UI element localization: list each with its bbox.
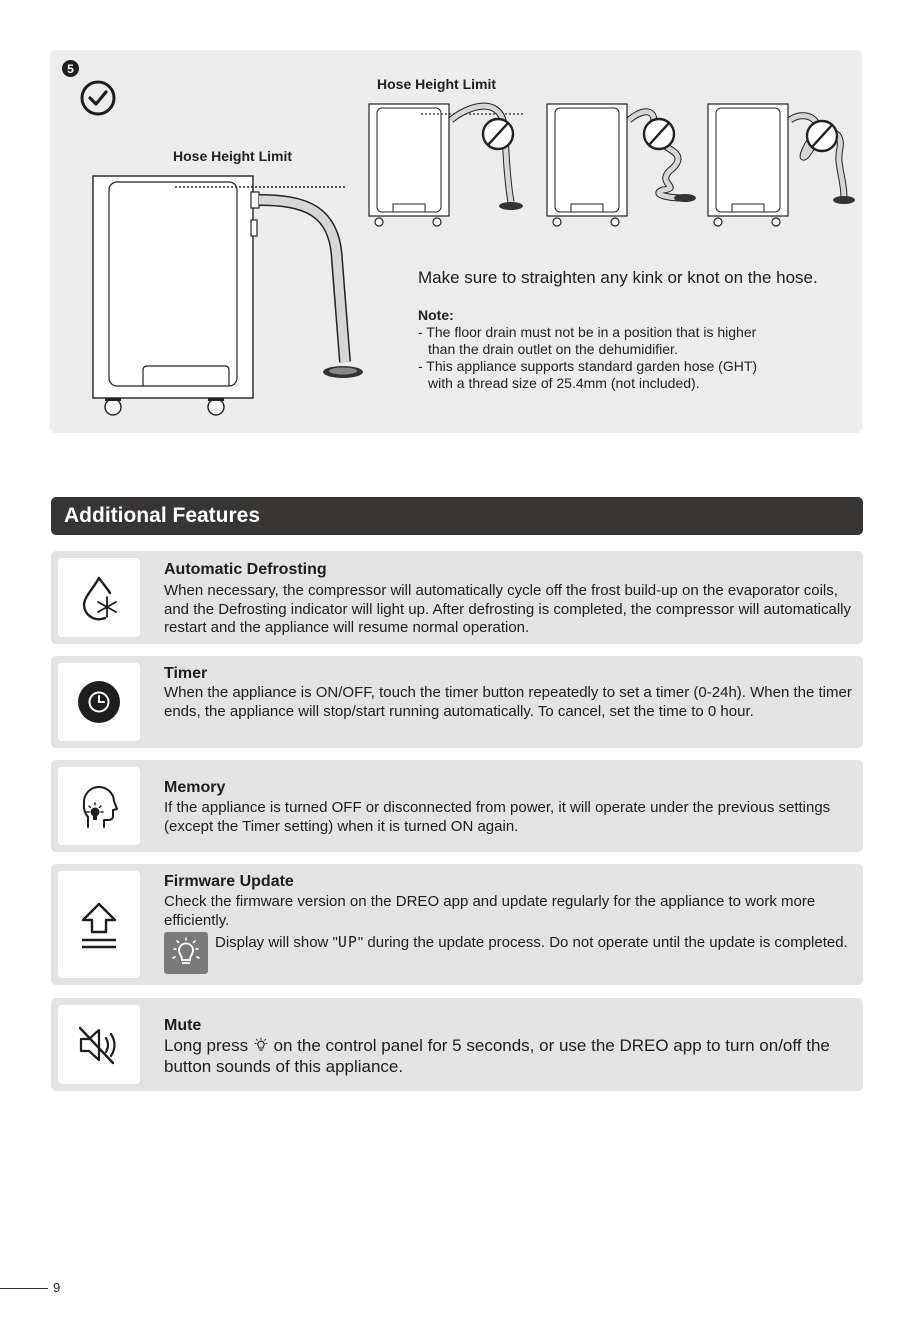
- feature-body: If the appliance is turned OFF or disconnected from power, it will operate under the previous settings (except the Timer setting) when it is turned ON again.: [164, 799, 831, 835]
- feature-memory: [51, 760, 863, 852]
- feature-body: When necessary, the compressor will automatically cycle off the frost build-up on the evaporator coils, and the Defrosting indicator will light up. After defrosting is completed, the compressor will automatically restart and the appliance will resume normal operation.: [164, 582, 851, 636]
- section-header: Additional Features: [51, 497, 863, 535]
- check-circle-icon: [79, 79, 117, 122]
- feature-title: Timer: [164, 665, 208, 682]
- incorrect-hose-too-high-illustration: [365, 98, 535, 235]
- droplet-snowflake-icon: [58, 558, 140, 637]
- feature-title: Automatic Defrosting: [164, 561, 327, 578]
- incorrect-hose-knotted-illustration: [704, 98, 860, 235]
- light-icon: [253, 1037, 269, 1058]
- upload-arrow-icon: [58, 871, 140, 978]
- correct-hose-illustration: [85, 170, 375, 425]
- page-number: 9: [53, 1280, 61, 1295]
- update-display-code: UP: [337, 933, 358, 951]
- note-line: - The floor drain must not be in a position that is higher: [418, 324, 757, 340]
- note-block: [418, 307, 757, 392]
- hose-height-limit-label: Hose Height Limit: [173, 148, 293, 164]
- firmware-tip-text: [215, 933, 855, 952]
- hose-height-limit-label-top: Hose Height Limit: [377, 76, 497, 92]
- feature-timer: [51, 656, 863, 748]
- feature-body: [164, 1037, 854, 1076]
- tip-suffix: " during the update process. Do not operate until the update is completed.: [357, 934, 848, 951]
- step-number-badge: 5: [62, 60, 79, 77]
- page-number-rule: [0, 1288, 48, 1289]
- lightbulb-tip-icon: [164, 932, 208, 974]
- clock-icon: [58, 663, 140, 741]
- mute-body-suffix: on the control panel for 5 seconds, or use the DREO app to turn on/off the button sounds of this appliance.: [164, 1036, 830, 1076]
- feature-mute: [51, 998, 863, 1091]
- head-lightbulb-icon: [58, 767, 140, 845]
- note-line: - This appliance supports standard garden hose (GHT): [418, 358, 758, 374]
- incorrect-hose-kinked-illustration: [543, 98, 703, 235]
- feature-title: Firmware Update: [164, 873, 294, 890]
- feature-body: Check the firmware version on the DREO app and update regularly for the appliance to work more efficiently.: [164, 893, 816, 929]
- feature-automatic-defrosting: [51, 551, 863, 644]
- note-line: with a thread size of 25.4mm (not included).: [428, 375, 700, 391]
- mute-body-prefix: Long press: [164, 1036, 253, 1055]
- hose-instruction: Make sure to straighten any kink or knot on the hose.: [418, 268, 818, 287]
- feature-title: Memory: [164, 779, 226, 796]
- feature-title: Mute: [164, 1017, 202, 1034]
- note-line: than the drain outlet on the dehumidifier.: [428, 341, 678, 357]
- speaker-muted-icon: [58, 1005, 140, 1084]
- feature-body: When the appliance is ON/OFF, touch the timer button repeatedly to set a timer (0-24h). When the timer ends, the appliance will stop/start running automatically. To cancel, set the time to 0 hour.: [164, 684, 852, 720]
- feature-firmware-update: [51, 864, 863, 985]
- note-title: Note:: [418, 307, 454, 323]
- tip-prefix: Display will show ": [215, 934, 338, 951]
